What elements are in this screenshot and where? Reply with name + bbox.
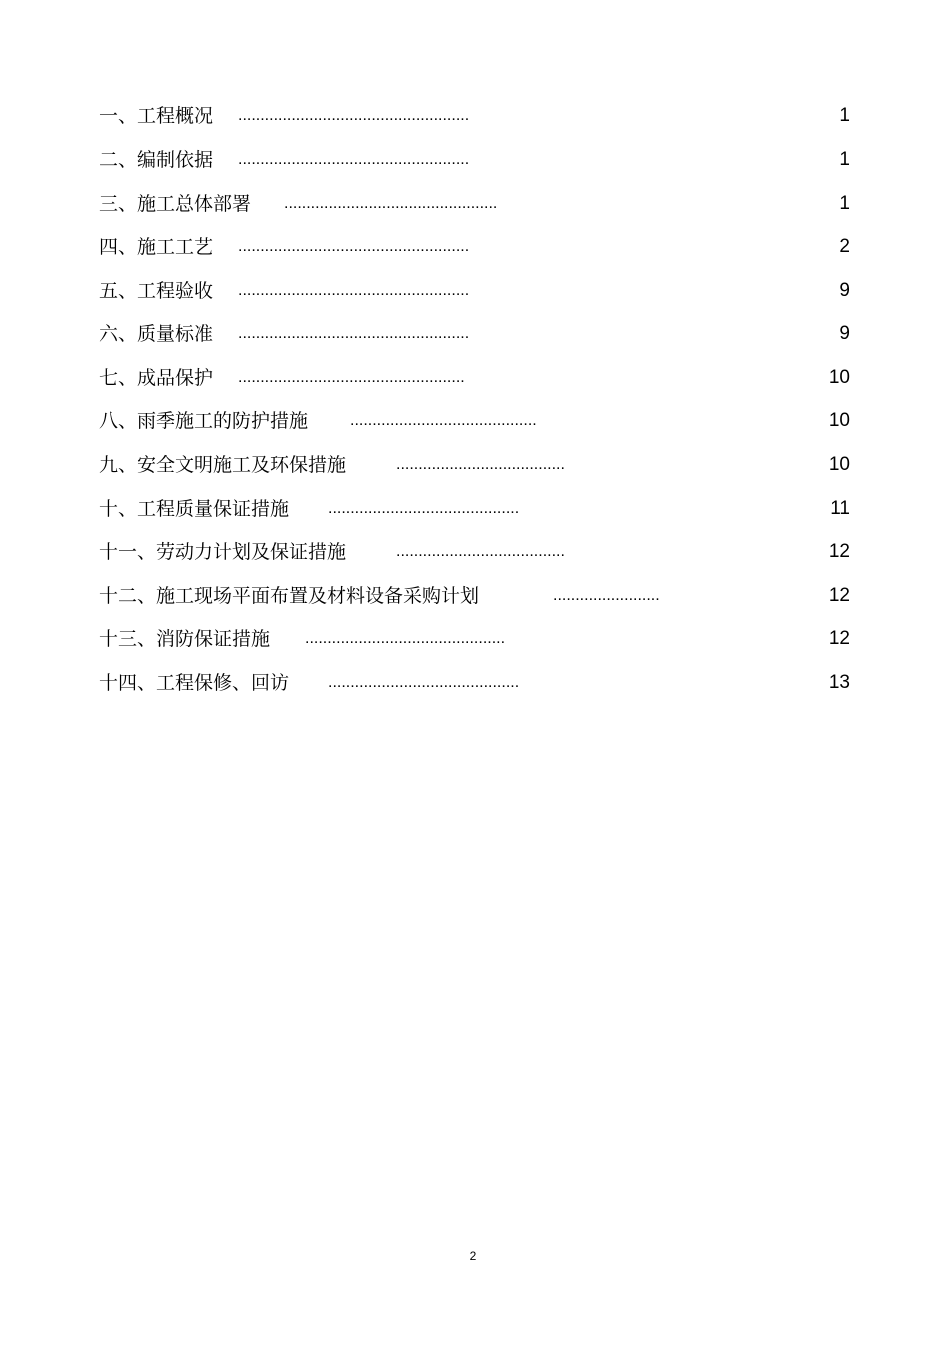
toc-entry[interactable] [0, 232, 950, 262]
toc-entry-page: 9 [839, 323, 850, 344]
toc-entry-page: 10 [828, 367, 850, 388]
toc-entry-title: 八、雨季施工的防护措施 [99, 410, 309, 432]
toc-dot-leader: .................................................... [238, 325, 470, 342]
toc-entry[interactable] [0, 363, 950, 393]
toc-dot-leader: .................................................... [238, 107, 470, 124]
toc-dot-leader: ........................................... [328, 674, 520, 691]
toc-entry-title: 十四、工程保修、回访 [99, 672, 290, 694]
toc-entry[interactable] [0, 319, 950, 349]
toc-entry[interactable] [0, 624, 950, 654]
toc-entry[interactable] [0, 494, 950, 524]
toc-entry-title: 十二、施工现场平面布置及材料设备采购计划 [99, 585, 480, 607]
toc-entry-page: 11 [830, 498, 850, 519]
toc-dot-leader: .................................................... [238, 238, 470, 255]
toc-entry-page: 1 [839, 149, 850, 170]
toc-entry-page: 12 [828, 541, 850, 562]
toc-entry-page: 2 [839, 236, 850, 257]
toc-entry[interactable] [0, 101, 950, 131]
toc-dot-leader: .................................................... [238, 282, 470, 299]
toc-entry-title: 十一、劳动力计划及保证措施 [99, 541, 347, 563]
toc-entry-title: 四、施工工艺 [99, 236, 214, 258]
toc-entry-page: 12 [828, 628, 850, 649]
toc-entry-page: 1 [839, 105, 850, 126]
toc-dot-leader: .......................................... [350, 412, 537, 429]
toc-entry-page: 13 [828, 672, 850, 693]
toc-entry[interactable] [0, 406, 950, 436]
toc-entry-page: 1 [839, 193, 850, 214]
page-number: 2 [469, 1249, 477, 1263]
toc-entry-page: 9 [839, 280, 850, 301]
toc-entry-title: 三、施工总体部署 [99, 193, 252, 215]
toc-entry-title: 十三、消防保证措施 [99, 628, 271, 650]
toc-entry[interactable] [0, 189, 950, 219]
toc-entry-page: 12 [828, 585, 850, 606]
toc-entry[interactable] [0, 145, 950, 175]
toc-entry[interactable] [0, 668, 950, 698]
toc-entry[interactable] [0, 276, 950, 306]
toc-dot-leader: ................................................... [238, 369, 465, 386]
toc-entry-page: 10 [828, 454, 850, 475]
toc-dot-leader: ...................................... [396, 456, 565, 473]
toc-dot-leader: ................................................ [284, 195, 498, 212]
toc-dot-leader: ............................................. [305, 630, 506, 647]
toc-entry-title: 七、成品保护 [99, 367, 214, 389]
toc-entry[interactable] [0, 537, 950, 567]
toc-entry[interactable] [0, 581, 950, 611]
toc-entry-title: 六、质量标准 [99, 323, 214, 345]
toc-entry-title: 一、工程概况 [99, 105, 214, 127]
toc-entry-title: 九、安全文明施工及环保措施 [99, 454, 347, 476]
toc-entry-page: 10 [828, 410, 850, 431]
toc-entry-title: 二、编制依据 [99, 149, 214, 171]
toc-entry-title: 五、工程验收 [99, 280, 214, 302]
toc-dot-leader: .................................................... [238, 151, 470, 168]
toc-dot-leader: ........................ [553, 587, 660, 604]
toc-dot-leader: ...................................... [396, 543, 565, 560]
toc-dot-leader: ........................................... [328, 500, 520, 517]
toc-entry-title: 十、工程质量保证措施 [99, 498, 290, 520]
toc-entry[interactable] [0, 450, 950, 480]
